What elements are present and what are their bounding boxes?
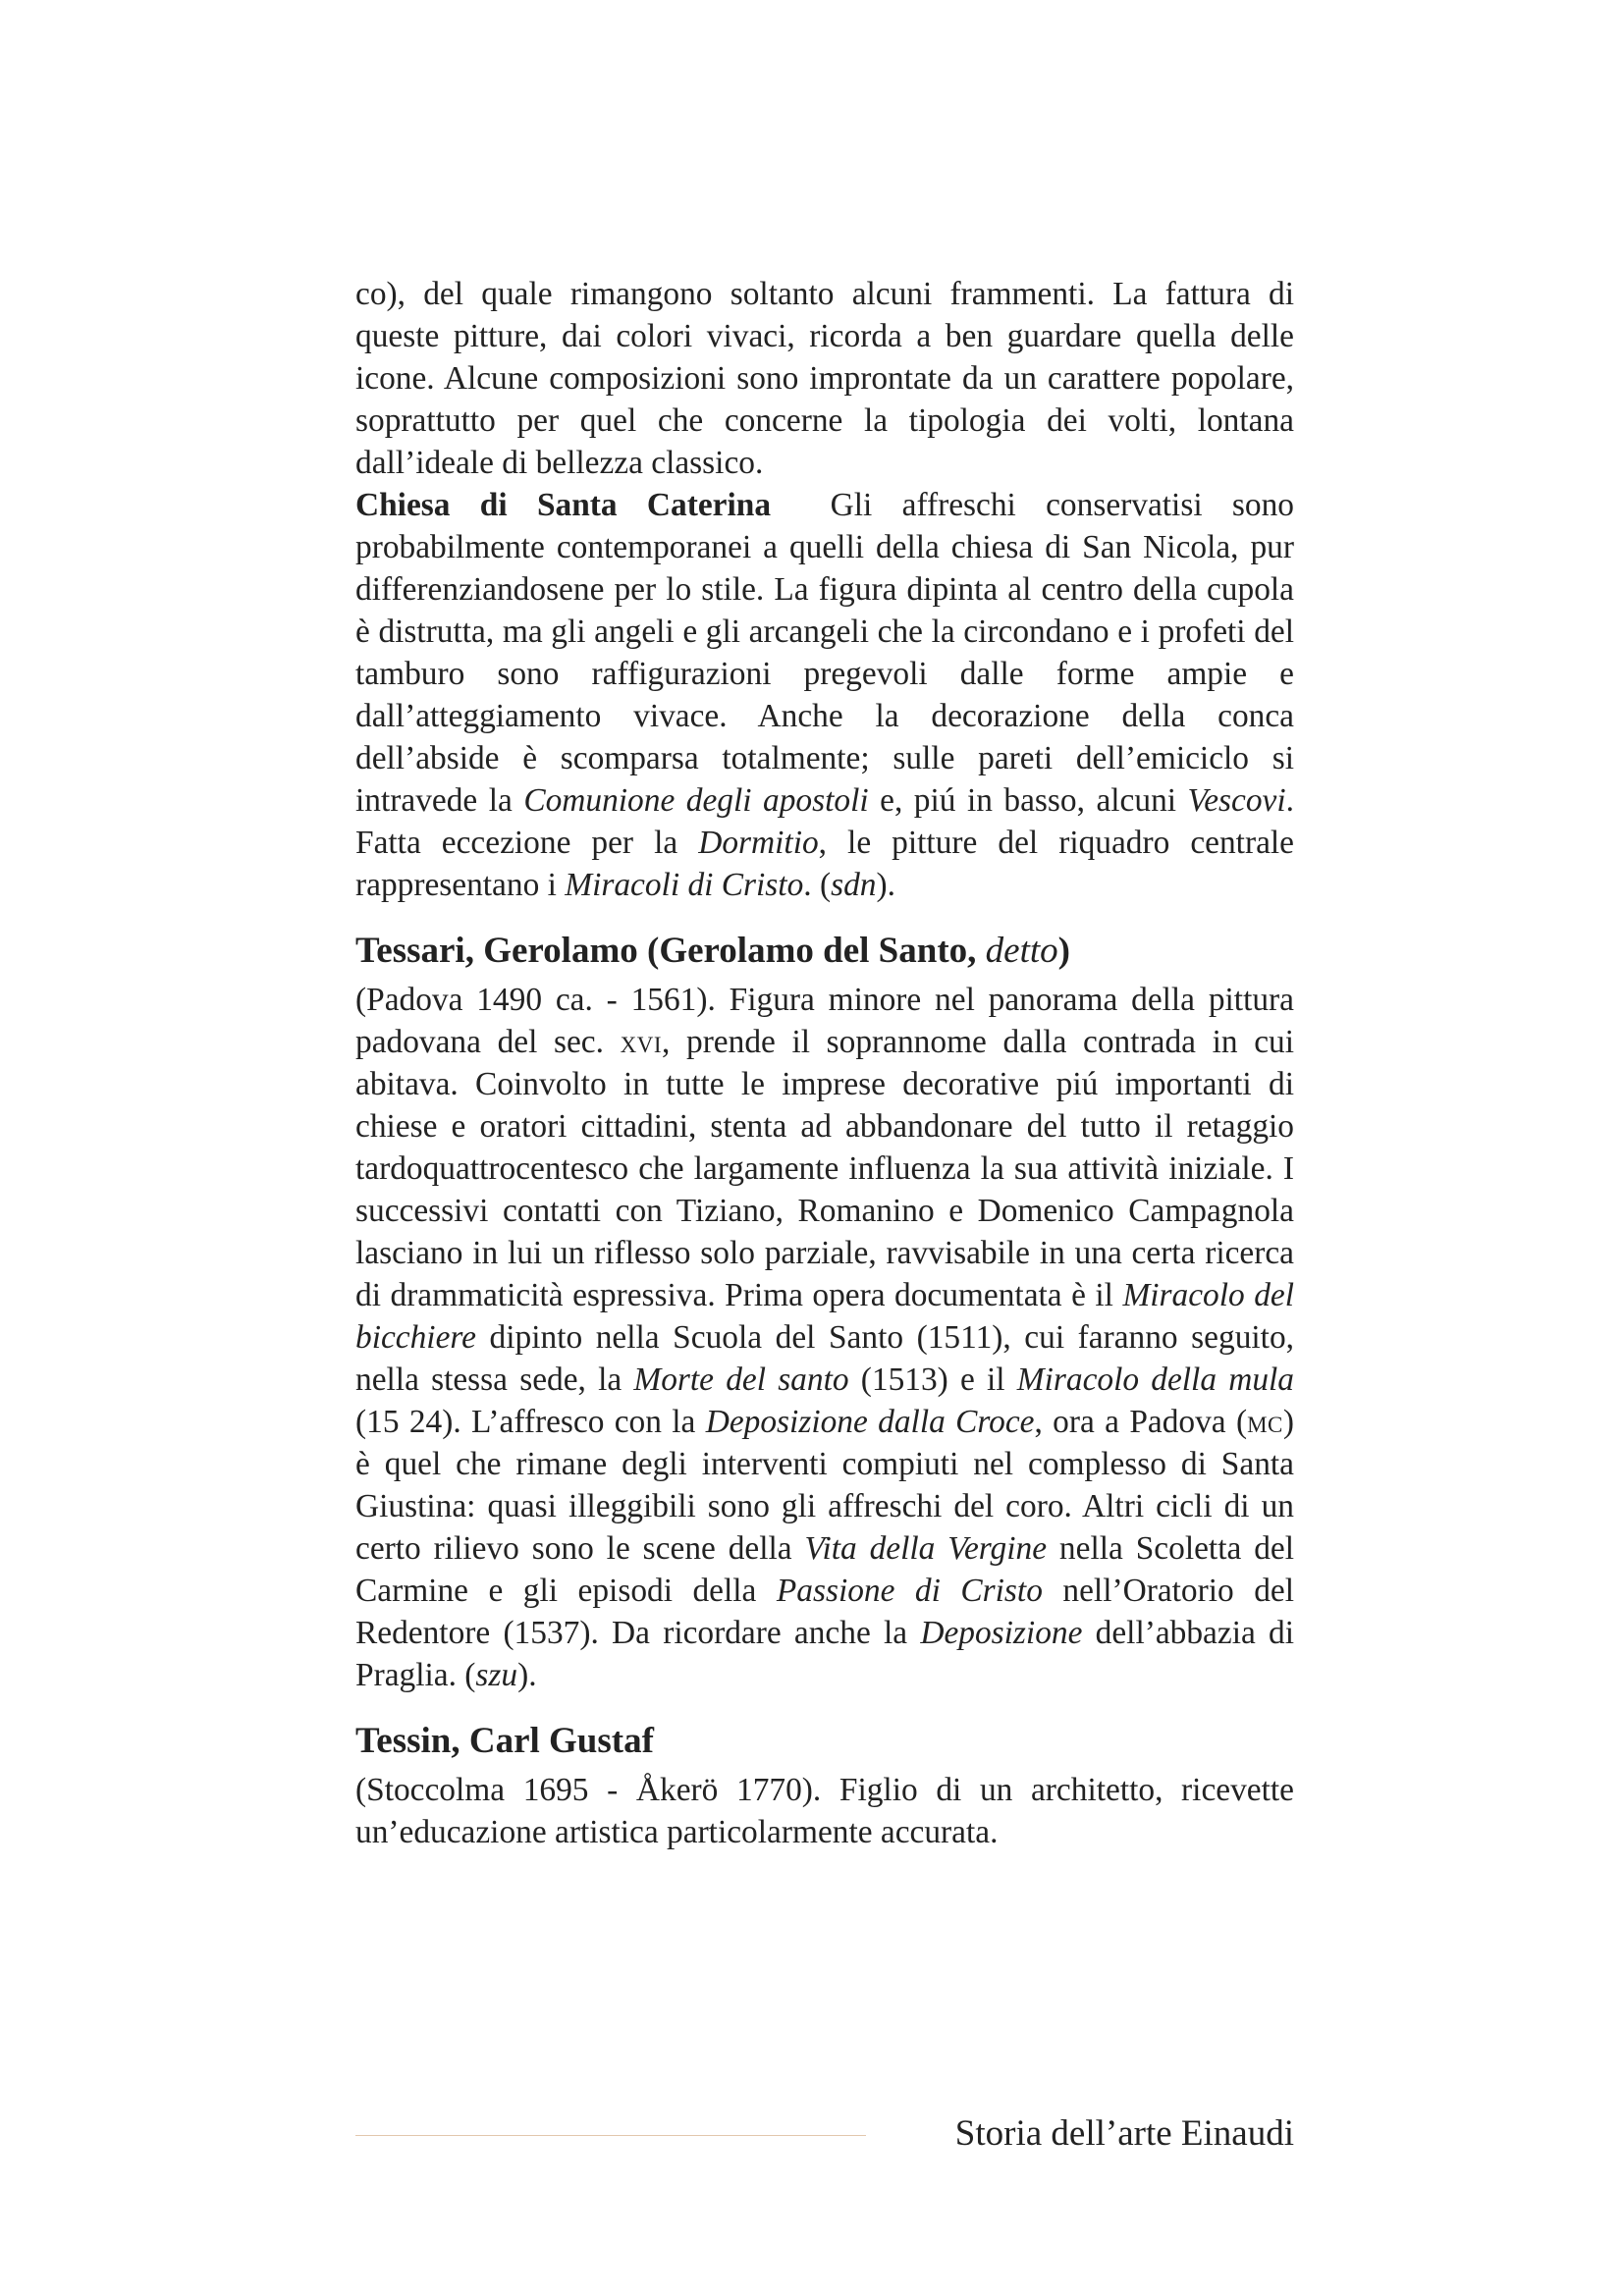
entry-body-tessin — [355, 1769, 1294, 1853]
footer-rule — [355, 2135, 866, 2136]
text: , le pitture del riquadro centrale rappresentano i — [355, 825, 1294, 903]
italic-title: Miracolo del bicchiere — [355, 1277, 1294, 1356]
entry-body-tessari — [355, 979, 1294, 1696]
italic-title: Comunione degli apostoli — [523, 782, 869, 819]
text: dell’abbazia di Praglia. ( — [355, 1615, 1294, 1693]
italic-title: Miracolo della mula — [1016, 1362, 1295, 1398]
small-caps-text: mc — [1247, 1404, 1283, 1440]
text: , prende il soprannome dalla contrada in cui abitava. Coinvolto in tutte le imprese decorative piú importanti di chiese e oratori cittadini, stenta ad abbandonare del tutto il retaggio tardoquattrocentesco che largamente influenza la sua attività iniziale. I successivi contatti con Tiziano, Romanino e Domenico Campagnola lasciano in lui un riflesso solo parziale, ravvisabile in una certa ricerca di drammaticità espressiva. Prima opera documentata è il — [355, 1024, 1294, 1313]
santa-caterina-heading: Chiesa di Santa Caterina — [355, 487, 772, 523]
text: , ora a Padova ( — [1034, 1404, 1248, 1440]
text: ). — [517, 1657, 537, 1693]
italic-title: Miracoli di Cristo — [565, 867, 804, 903]
text: (15 24). L’affresco con la — [355, 1404, 706, 1440]
text: (1513) e il — [848, 1362, 1017, 1398]
author-initials: szu — [475, 1657, 518, 1693]
italic-title: Vita della Vergine — [804, 1530, 1048, 1567]
entry-title-close: ) — [1057, 931, 1070, 971]
text: e, piú in basso, alcuni — [868, 782, 1188, 819]
santa-caterina-paragraph — [355, 484, 1294, 906]
text: nell’Oratorio del Redentore (1537). Da ricordare anche la — [355, 1573, 1294, 1651]
text: ). — [876, 867, 895, 903]
entry-title-main: Tessari, Gerolamo (Gerolamo del Santo, — [355, 931, 986, 971]
text: . ( — [803, 867, 832, 903]
intro-paragraph — [355, 273, 1294, 484]
entry-title-italic: detto — [985, 931, 1058, 971]
text: Gli affreschi conservatisi sono probabilmente contemporanei a quelli della chiesa di San Nicola, pur differenziandosene per lo stile. La figura dipinta al centro della cupola è distrutta, ma gli angeli e gli arcangeli che la circondano e i profeti del tamburo sono raffigurazioni pregevoli dalle forme ampie e dall’atteggiamento vivace. Anche la decorazione della conca dell’abside è scomparsa totalmente; sulle pareti dell’emiciclo si intravede la — [355, 487, 1294, 819]
italic-title: Passione di Cristo — [776, 1573, 1043, 1609]
footer-label: Storia dell’arte Einaudi — [954, 2113, 1294, 2154]
entry-title-tessin: Tessin, Carl Gustaf — [355, 1721, 654, 1761]
small-caps-text: xvi — [620, 1024, 663, 1060]
italic-title: Vescovi — [1187, 782, 1286, 819]
text: . Fatta eccezione per la — [355, 782, 1295, 861]
italic-title: Dormitio — [698, 825, 819, 861]
author-initials: sdn — [831, 867, 877, 903]
text: nella Scoletta del Carmine e gli episodi della — [355, 1530, 1294, 1609]
text: (Padova 1490 ca. - 1561). Figura minore nel panorama della pittura padovana del sec. — [355, 982, 1294, 1060]
italic-title: Morte del santo — [633, 1362, 849, 1398]
text: ) è quel che rimane degli interventi compiuti nel complesso di Santa Giustina: quasi illeggibili sono gli affreschi del coro. Altri cicli di un certo rilievo sono le scene della — [355, 1404, 1294, 1567]
italic-title: Deposizione dalla Croce — [705, 1404, 1035, 1440]
text: dipinto nella Scuola del Santo (1511), cui faranno seguito, nella stessa sede, la — [355, 1319, 1294, 1398]
entry-title-tessari — [355, 928, 1294, 975]
text: (Stoccolma 1695 - Åkerö 1770). Figlio di un architetto, ricevette un’educazione artistica particolarmente accurata. — [355, 1772, 1294, 1850]
intro-text: co), del quale rimangono soltanto alcuni frammenti. La fattura di queste pitture, dai colori vivaci, ricorda a ben guardare quella delle icone. Alcune composizioni sono improntate da un carattere popolare, soprattutto per quel che concerne la tipologia dei volti, lontana dall’ideale di bellezza classico. — [355, 276, 1294, 481]
italic-title: Deposizione — [920, 1615, 1083, 1651]
page-body — [355, 273, 1294, 1853]
